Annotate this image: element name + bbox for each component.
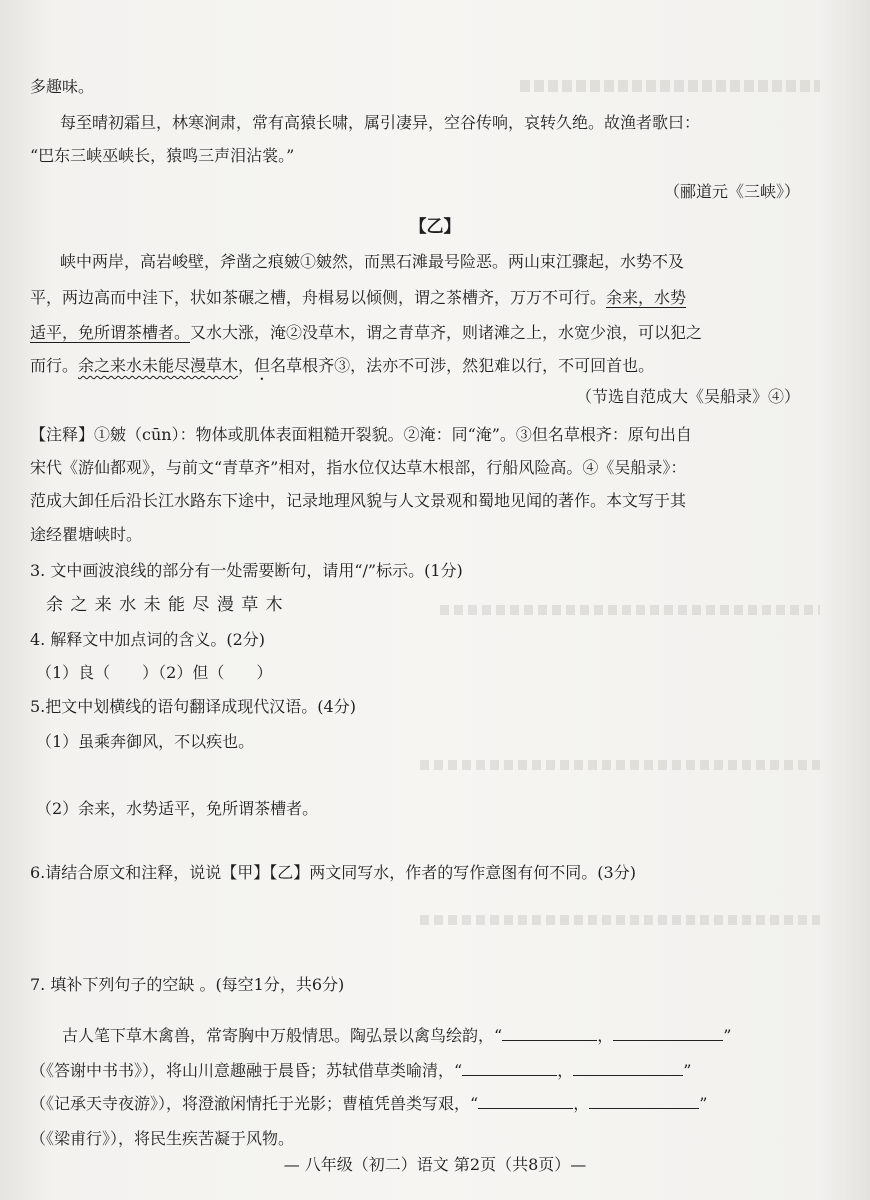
answer-blank[interactable] (613, 1026, 723, 1041)
passage-source: （节选自范成大《吴船录》④） (575, 387, 800, 406)
answer-blank[interactable] (462, 1061, 557, 1076)
passage-source: （郦道元《三峡》） (663, 182, 800, 201)
bleed-through (420, 760, 820, 770)
question-4-items: （1）良（ ）（2）但（ ） (36, 663, 273, 682)
answer-blank[interactable] (589, 1094, 699, 1109)
question-5-item-2: （2）余来，水势适平，免所谓茶槽者。 (36, 799, 319, 818)
answer-blank[interactable] (573, 1061, 683, 1076)
passage-line: 而行。余之来水未能尽漫草木，但名草根齐③，法亦不可涉，然犯难以行，不可回首也。 (30, 356, 655, 375)
passage-line: 多趣味。 (30, 77, 95, 96)
annotation-line: 【注释】①皴（cūn）：物体或肌体表面粗糙开裂貌。②淹：同“淹”。③但名草根齐：原句出自 (30, 425, 692, 444)
annotation-line: 范成大卸任后沿长江水路东下途中，记录地理风貌与人文景观和蜀地见闻的著作。本文写于其 (30, 491, 687, 510)
question-7: 7. 填补下列句子的空缺 。(每空1分，共6分) (30, 975, 345, 994)
passage-title: 【乙】 (409, 217, 461, 237)
page-footer: — 八年级（初二）语文 第2页（共8页）— (283, 1155, 587, 1174)
question-5: 5.把文中划横线的语句翻译成现代汉语。(4分) (30, 697, 356, 716)
passage-line: 每至晴初霜旦，林寒涧肃，常有高猿长啸，属引凄异，空谷传响，哀转久绝。故渔者歌曰： (60, 113, 701, 132)
fill-line: 古人笔下草木禽兽，常寄胸中万般情思。陶弘景以禽鸟绘韵，“ ， ” (62, 1026, 732, 1045)
dotted-word: 但 (254, 356, 271, 375)
annotation-line: 宋代《游仙都观》，与前文“青草齐”相对，指水位仅达草木根部，行船风险高。④《吴船录》： (30, 458, 687, 477)
question-3-text: 余 之 来 水 未 能 尽 漫 草 木 (46, 595, 284, 615)
question-5-item-1: （1）虽乘奔御风，不以疾也。 (36, 732, 255, 751)
underlined-sentence: 适平，免所谓茶槽者。 (30, 323, 191, 342)
fill-line: （《记承天寺夜游》），将澄澈闲情托于光影；曹植凭兽类写艰，“ ， ” (30, 1094, 708, 1113)
bleed-through (420, 915, 820, 925)
bleed-through (440, 605, 820, 615)
bleed-through (520, 80, 820, 92)
wavy-underlined-text: 余之来水未能尽漫草木 (78, 356, 239, 375)
answer-blank[interactable] (478, 1094, 573, 1109)
question-4: 4. 解释文中加点词的含义。(2分) (30, 630, 266, 649)
fill-line: （《答谢中书书》），将山川意趣融于晨昏；苏轼借草类喻清，“ ， ” (30, 1061, 692, 1080)
underlined-sentence: 余来，水势 (606, 288, 687, 307)
passage-line: “巴东三峡巫峡长，猿鸣三声泪沾裳。” (30, 146, 295, 165)
passage-line: 适平，免所谓茶槽者。又水大涨，淹②没草木，谓之青草齐，则诸滩之上，水宽少浪，可以犯之 (30, 323, 703, 342)
fill-line: （《梁甫行》），将民生疾苦凝于风物。 (30, 1129, 295, 1148)
passage-line: 峡中两岸，高岩峻壁，斧凿之痕皴①皴然，而黑石滩最号险恶。两山束江骤起，水势不及 (60, 252, 685, 271)
question-6: 6.请结合原文和注释，说说【甲】【乙】两文同写水，作者的写作意图有何不同。(3分) (30, 863, 636, 882)
passage-line: 平，两边高而中洼下，状如茶碾之槽，舟楫易以倾侧，谓之茶槽齐，万万不可行。余来，水势 (30, 288, 687, 307)
annotation-line: 途经瞿塘峡时。 (30, 525, 143, 544)
question-3: 3. 文中画波浪线的部分有一处需要断句，请用“/”标示。(1分) (30, 561, 463, 580)
answer-blank[interactable] (502, 1026, 597, 1041)
